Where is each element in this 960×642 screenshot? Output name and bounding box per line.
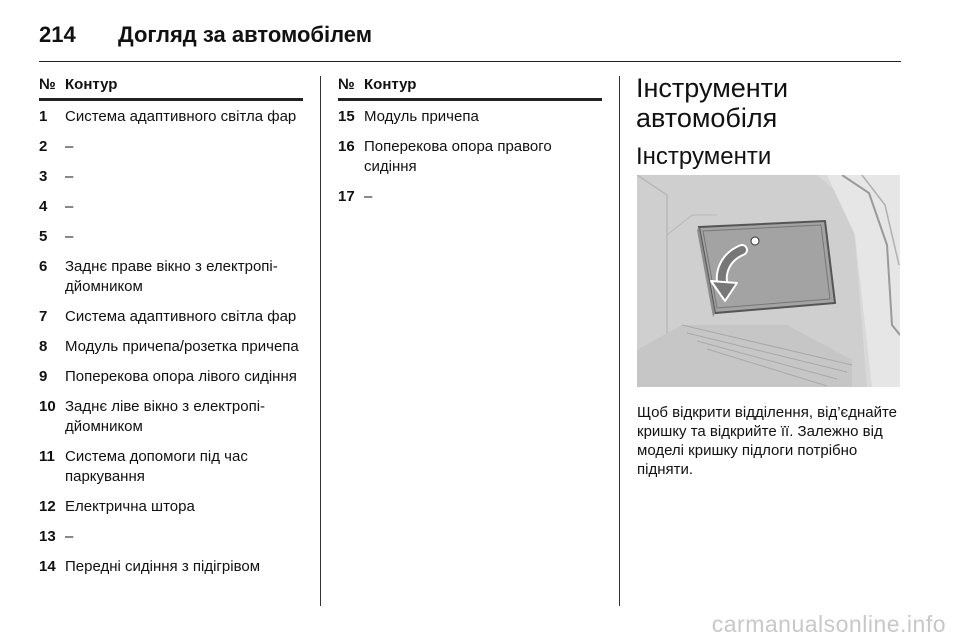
table-row <box>39 447 303 487</box>
circuit-name: – <box>65 228 74 245</box>
fuse-number: 11 <box>39 448 55 465</box>
column-number-header: № <box>39 76 56 93</box>
column-divider <box>320 76 321 606</box>
table-row <box>39 107 303 127</box>
fuse-number: 7 <box>39 308 48 325</box>
section-caption: Щоб відкрити відділення, від’єднайте кришку та відкрийте її. Залежно від моделі кришку підлоги потрібно підняти. <box>637 404 898 478</box>
table-row <box>39 197 303 217</box>
table-header <box>39 76 303 101</box>
column-number-header: № <box>338 76 355 93</box>
circuit-name: – <box>65 138 74 155</box>
fuse-number: 6 <box>39 258 48 275</box>
table-row <box>39 337 303 357</box>
fuse-number: 16 <box>338 138 355 155</box>
fuse-number: 2 <box>39 138 48 155</box>
page-title: Догляд за автомобілем <box>118 22 373 47</box>
fuse-number: 10 <box>39 398 56 415</box>
table-row <box>39 557 303 577</box>
column-circuit-header: Контур <box>65 76 118 93</box>
fuse-number: 5 <box>39 228 48 245</box>
header-rule <box>39 61 901 62</box>
fuse-number: 13 <box>39 528 56 545</box>
table-row <box>39 497 303 517</box>
circuit-name: Поперекова опора правого сидіння <box>364 138 552 175</box>
circuit-name: – <box>65 528 74 545</box>
table-row <box>39 367 303 387</box>
trunk-compartment-illustration <box>637 175 900 387</box>
section-subtitle: Інструменти <box>636 143 772 170</box>
table-rows <box>338 107 602 207</box>
fuse-table-right <box>338 76 602 217</box>
table-row <box>338 137 602 177</box>
table-row <box>338 187 602 207</box>
fuse-number: 14 <box>39 558 56 575</box>
circuit-name: Модуль причепа/розетка причепа <box>65 338 299 355</box>
table-row <box>39 397 303 437</box>
circuit-name: Заднє ліве вікно з електропідйомником <box>65 398 266 435</box>
circuit-name: Модуль причепа <box>364 108 479 125</box>
circuit-name: Заднє праве вікно з електропідйомником <box>65 258 278 295</box>
section-title: Інструменти автомобіля <box>636 73 789 133</box>
watermark: carmanualsonline.info <box>711 611 946 637</box>
fuse-number: 15 <box>338 108 355 125</box>
circuit-name: Поперекова опора лівого сидіння <box>65 368 297 385</box>
circuit-name: – <box>364 188 373 205</box>
page-header <box>39 22 372 48</box>
fuse-number: 4 <box>39 198 48 215</box>
table-row <box>39 527 303 547</box>
fuse-number: 1 <box>39 108 48 125</box>
circuit-name: Система адаптивного світла фар <box>65 308 297 325</box>
table-row <box>39 307 303 327</box>
table-row <box>338 107 602 127</box>
table-row <box>39 137 303 157</box>
table-header <box>338 76 602 101</box>
fuse-number: 8 <box>39 338 48 355</box>
fuse-table-left <box>39 76 303 587</box>
circuit-name: – <box>65 168 74 185</box>
column-circuit-header: Контур <box>364 76 417 93</box>
circuit-name: Передні сидіння з підігрівом <box>65 558 261 575</box>
fuse-number: 3 <box>39 168 48 185</box>
table-row <box>39 167 303 187</box>
table-rows <box>39 107 303 577</box>
circuit-name: Електрична штора <box>65 498 195 515</box>
fuse-number: 9 <box>39 368 48 385</box>
table-row <box>39 257 303 297</box>
column-divider <box>619 76 620 606</box>
circuit-name: – <box>65 198 74 215</box>
circuit-name: Система адаптивного світла фар <box>65 108 297 125</box>
table-row <box>39 227 303 247</box>
page-number: 214 <box>39 22 76 47</box>
fuse-number: 17 <box>338 188 355 205</box>
fuse-number: 12 <box>39 498 56 515</box>
circuit-name: Система допомоги під час паркування <box>65 448 248 485</box>
